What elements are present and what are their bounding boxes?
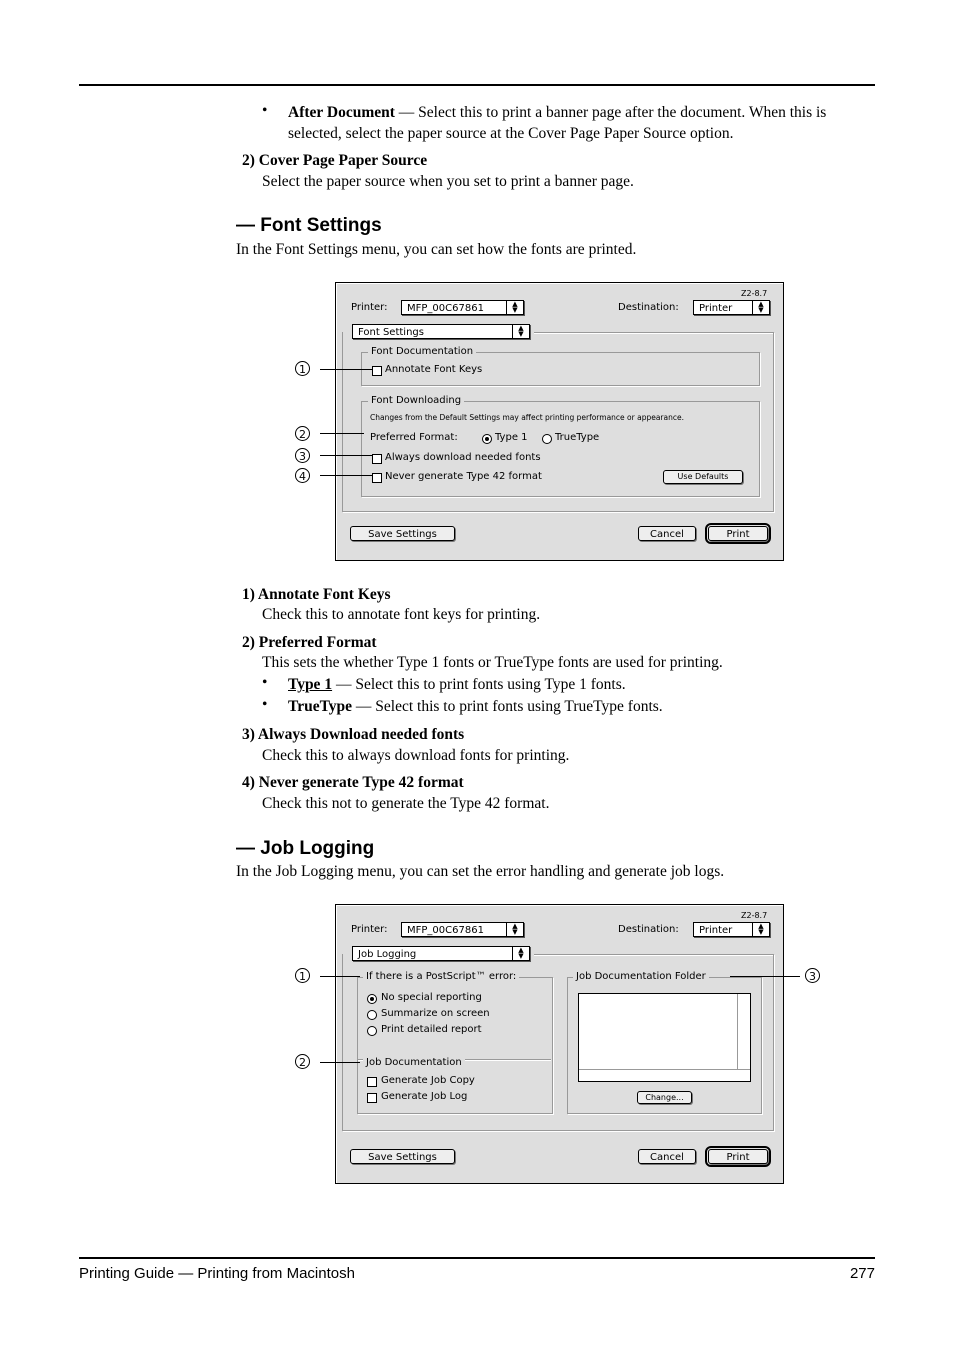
printer-value: MFP_00C67861	[407, 303, 484, 314]
item-text: Check this to annotate font keys for printing.	[262, 606, 541, 623]
type1-bullet-text: Type 1 — Select this to print fonts using Type 1 fonts.	[288, 676, 626, 693]
truetype-bullet-text: TrueType — Select this to print fonts using TrueType fonts.	[288, 698, 663, 715]
destination-select[interactable]	[693, 922, 770, 937]
error-title: If there is a PostScript™ error:	[363, 971, 519, 982]
printer-label: Printer:	[351, 924, 388, 935]
printer-select[interactable]	[401, 922, 524, 937]
annotate-checkbox[interactable]	[372, 366, 382, 376]
item-text: This sets the whether Type 1 fonts or TrueType fonts are used for printing.	[262, 654, 723, 671]
font-downloading-title: Font Downloading	[368, 395, 464, 406]
footer-rule	[79, 1257, 875, 1259]
destination-label: Destination:	[618, 302, 679, 313]
item-text: Check this to always download fonts for printing.	[262, 747, 570, 764]
cancel-button[interactable]: Cancel	[638, 1149, 696, 1164]
callout-1: 1	[295, 968, 310, 983]
panel-value: Job Logging	[358, 949, 417, 960]
callout-3: 3	[805, 968, 820, 983]
type1-radio[interactable]	[482, 434, 492, 444]
item-title: 1) Annotate Font Keys	[242, 586, 391, 603]
callout-line	[730, 976, 800, 977]
callout-line	[320, 976, 360, 977]
never-generate-label: Never generate Type 42 format	[385, 471, 542, 482]
destination-value: Printer	[699, 303, 733, 314]
item-title: 3) Always Download needed fonts	[242, 726, 465, 743]
generate-job-log-checkbox[interactable]	[367, 1093, 377, 1103]
font-documentation-title: Font Documentation	[368, 346, 476, 357]
printer-select[interactable]	[401, 300, 524, 315]
printer-label: Printer:	[351, 302, 388, 313]
item-title: 2) Preferred Format	[242, 634, 377, 651]
font-settings-intro: In the Font Settings menu, you can set how the fonts are printed.	[236, 241, 637, 258]
print-detailed-label: Print detailed report	[381, 1024, 482, 1035]
panel-value: Font Settings	[358, 327, 424, 338]
vertical-scrollbar[interactable]	[737, 994, 750, 1081]
bullet: •	[262, 102, 268, 119]
no-special-radio[interactable]	[367, 994, 377, 1004]
job-logging-dialog	[335, 904, 784, 1184]
change-button[interactable]: Change...	[637, 1091, 692, 1104]
job-documentation-title: Job Documentation	[363, 1057, 465, 1068]
bullet: •	[262, 674, 268, 691]
popup-arrows-icon: ▲ ▼	[506, 301, 523, 314]
font-settings-dialog	[335, 282, 784, 561]
popup-arrows-icon: ▲ ▼	[512, 325, 529, 338]
note-text: Changes from the Default Settings may affect printing performance or appearance.	[370, 413, 684, 422]
popup-arrows-icon: ▲ ▼	[512, 947, 529, 960]
save-settings-button[interactable]: Save Settings	[350, 526, 455, 541]
page-number: 277	[849, 1265, 875, 1282]
callout-line	[320, 455, 372, 456]
folder-title: Job Documentation Folder	[573, 971, 709, 982]
horizontal-scrollbar[interactable]	[579, 1069, 750, 1081]
use-defaults-button[interactable]: Use Defaults	[663, 470, 743, 484]
popup-arrows-icon: ▲ ▼	[752, 923, 769, 936]
popup-arrows-icon: ▲ ▼	[752, 301, 769, 314]
summarize-radio[interactable]	[367, 1010, 377, 1020]
callout-line	[320, 1062, 360, 1063]
callout-3: 3	[295, 448, 310, 463]
save-settings-button[interactable]: Save Settings	[350, 1149, 455, 1164]
callout-2: 2	[295, 1054, 310, 1069]
cover-page-text: Select the paper source when you set to print a banner page.	[262, 173, 634, 190]
print-button[interactable]: Print	[708, 1149, 768, 1164]
job-logging-intro: In the Job Logging menu, you can set the error handling and generate job logs.	[236, 863, 725, 880]
preferred-format-label: Preferred Format:	[370, 432, 458, 443]
generate-job-log-label: Generate Job Log	[381, 1091, 468, 1102]
always-download-label: Always download needed fonts	[385, 452, 541, 463]
job-logging-heading: — Job Logging	[236, 838, 375, 859]
cancel-button[interactable]: Cancel	[638, 526, 696, 541]
callout-line	[320, 475, 372, 476]
no-special-label: No special reporting	[381, 992, 482, 1003]
version-label: Z2-8.7	[741, 289, 768, 298]
cover-page-title: 2) Cover Page Paper Source	[242, 152, 428, 169]
annotate-label: Annotate Font Keys	[385, 364, 483, 375]
callout-4: 4	[295, 468, 310, 483]
callout-1: 1	[295, 361, 310, 376]
destination-value: Printer	[699, 925, 733, 936]
callout-line	[320, 433, 364, 434]
callout-2: 2	[295, 426, 310, 441]
header-rule	[79, 84, 875, 86]
printer-value: MFP_00C67861	[407, 925, 484, 936]
footer-title: Printing Guide — Printing from Macintosh	[79, 1265, 355, 1282]
truetype-label: TrueType	[555, 432, 600, 443]
destination-select[interactable]	[693, 300, 770, 315]
folder-list[interactable]	[578, 993, 751, 1082]
bullet: •	[262, 696, 268, 713]
destination-label: Destination:	[618, 924, 679, 935]
callout-line	[320, 369, 372, 370]
item-title: 4) Never generate Type 42 format	[242, 774, 464, 791]
truetype-radio[interactable]	[542, 434, 552, 444]
generate-job-copy-checkbox[interactable]	[367, 1077, 377, 1087]
font-settings-heading: — Font Settings	[236, 215, 382, 236]
print-button[interactable]: Print	[708, 526, 768, 541]
print-detailed-radio[interactable]	[367, 1026, 377, 1036]
version-label: Z2-8.7	[741, 911, 768, 920]
item-text: Check this not to generate the Type 42 format.	[262, 795, 550, 812]
always-download-checkbox[interactable]	[372, 454, 382, 464]
summarize-label: Summarize on screen	[381, 1008, 490, 1019]
popup-arrows-icon: ▲ ▼	[506, 923, 523, 936]
type1-label: Type 1	[495, 432, 528, 443]
generate-job-copy-label: Generate Job Copy	[381, 1075, 475, 1086]
never-generate-checkbox[interactable]	[372, 473, 382, 483]
after-document-text: After Document — Select this to print a banner page after the document. When this is selected, select the paper source at the Cover Page Paper Source option.	[288, 104, 827, 142]
